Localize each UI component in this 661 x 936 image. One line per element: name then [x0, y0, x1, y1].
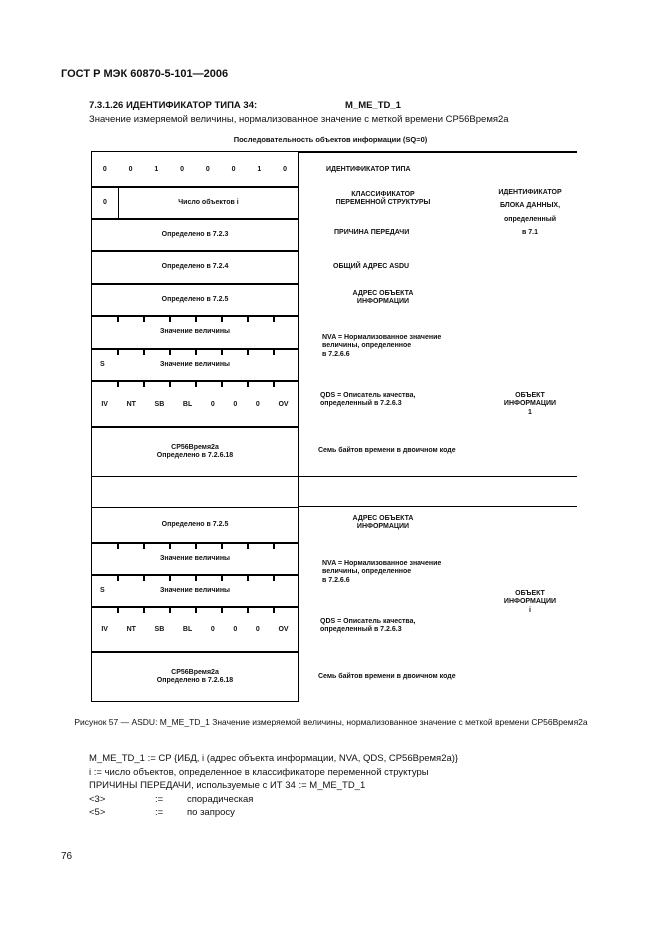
sign-bit-1: S	[100, 360, 105, 368]
body-line-1: M_ME_TD_1 := CP {ИБД, i (адрес объекта информации, NVA, QDS, CP56Время2а)}	[89, 753, 459, 764]
diagram-title: Последовательность объектов информации (SQ=0)	[233, 135, 428, 144]
qds-bit: NT	[126, 626, 136, 633]
cause-code: <3>	[89, 794, 106, 805]
value-text-ia: Значение величины	[159, 554, 231, 562]
type-id-row	[91, 151, 299, 187]
section-subtitle: Значение измеряемой величины, нормализованное значение с меткой времени СР56Время2а	[89, 114, 509, 125]
asdu-address-row	[91, 251, 299, 284]
qds-bit: IV	[101, 626, 108, 633]
vsq-label: КЛАССИФИКАТОР ПЕРЕМЕННОЙ СТРУКТУРЫ	[335, 191, 431, 207]
info-object-label-i: ОБЪЕКТ ИНФОРМАЦИИ i	[503, 590, 557, 614]
qds-bit: OV	[278, 626, 289, 633]
type-bit: 0	[102, 165, 107, 173]
time-row-1	[91, 427, 299, 477]
time-text-i: СР56Время2а Определено в 7.2.6.18	[156, 668, 234, 684]
qds-bit: SB	[154, 626, 165, 633]
mid-right-line-1	[299, 476, 577, 477]
value-row-ia	[91, 543, 299, 575]
nva-label-i: NVA = Нормализованное значение величины, определенное в 7.2.6.6	[322, 560, 442, 584]
sign-bit-i: S	[100, 586, 105, 594]
data-unit-id-label: ИДЕНТИФИКАТОР БЛОКА ДАННЫХ, определенный в 7.1	[498, 189, 562, 236]
standard-header: ГОСТ Р МЭК 60870-5-101—2006	[61, 68, 229, 80]
type-bit: 1	[154, 165, 159, 173]
section-code: M_ME_TD_1	[345, 100, 401, 111]
type-id-label: ИДЕНТИФИКАТОР ТИПА	[326, 166, 411, 173]
qds-bit: 0	[255, 400, 260, 408]
asdu-address-label: ОБЩИЙ АДРЕС ASDU	[333, 263, 410, 270]
value-text-ib: Значение величины	[159, 586, 231, 594]
vsq-sq-bit: 0	[92, 188, 119, 218]
qds-bit: NT	[126, 400, 136, 408]
time-row-i	[91, 652, 299, 702]
nva-label-1: NVA = Нормализованное значение величины, определенное в 7.2.6.6	[322, 334, 442, 358]
qds-row-1	[91, 381, 299, 427]
vsq-count-text: Число объектов i	[178, 198, 239, 206]
qds-bit: 0	[210, 626, 215, 633]
top-right-line	[299, 151, 577, 153]
type-bit: 0	[180, 165, 185, 173]
ioa-text-1: Определено в 7.2.5	[161, 295, 229, 303]
cot-label: ПРИЧИНА ПЕРЕДАЧИ	[334, 229, 410, 236]
value-row-1a	[91, 316, 299, 349]
type-bits	[92, 152, 298, 186]
qds-bit: BL	[182, 626, 193, 633]
type-bit: 1	[257, 165, 262, 173]
cause-op: :=	[155, 807, 164, 818]
ioa-label-1: АДРЕС ОБЪЕКТА ИНФОРМАЦИИ	[352, 290, 414, 306]
asdu-address-text: Определено в 7.2.4	[161, 263, 229, 271]
cause-code: <5>	[89, 807, 106, 818]
type-bit: 0	[205, 165, 210, 173]
qds-bit: BL	[182, 400, 193, 408]
figure-caption: Рисунок 57 — ASDU: M_ME_TD_1 Значение измеряемой величины, нормализованное значение с меткой времени СР56Время2а	[74, 717, 588, 727]
section-title: 7.3.1.26 ИДЕНТИФИКАТОР ТИПА 34:	[89, 100, 258, 111]
qds-bit: IV	[101, 400, 108, 408]
page-number: 76	[61, 851, 73, 862]
mid-right-line-2	[299, 506, 577, 507]
value-text-1b: Значение величины	[159, 360, 231, 368]
qds-label-1: QDS = Описатель качества, определенный в 7.2.6.3	[320, 392, 416, 408]
qds-label-i: QDS = Описатель качества, определенный в 7.2.6.3	[320, 618, 416, 634]
time-text-1: СР56Время2а Определено в 7.2.6.18	[156, 443, 234, 459]
type-bit: 0	[128, 165, 133, 173]
gap-row	[91, 477, 299, 507]
value-text-1a: Значение величины	[159, 328, 231, 336]
cot-row	[91, 219, 299, 251]
type-bit: 0	[283, 165, 288, 173]
qds-bit: SB	[154, 400, 165, 408]
body-line-3: ПРИЧИНЫ ПЕРЕДАЧИ, используемые с ИТ 34 := M_ME_TD_1	[89, 780, 366, 791]
qds-bit: 0	[233, 400, 238, 408]
qds-bit: 0	[210, 400, 215, 408]
ioa-row-1	[91, 284, 299, 316]
type-bit: 0	[231, 165, 236, 173]
body-line-2: i := число объектов, определенное в классификаторе переменной структуры	[89, 767, 429, 778]
cause-text: по запросу	[187, 807, 235, 818]
value-row-1b	[91, 349, 299, 381]
ioa-text-i: Определено в 7.2.5	[161, 520, 229, 528]
qds-row-i	[91, 607, 299, 652]
time-label-1: Семь байтов времени в двоичном коде	[318, 447, 456, 454]
ioa-label-i: АДРЕС ОБЪЕКТА ИНФОРМАЦИИ	[352, 515, 414, 531]
cot-text: Определено в 7.2.3	[161, 230, 229, 238]
value-row-ib	[91, 575, 299, 607]
cause-text: спорадическая	[187, 794, 254, 805]
qds-bit: 0	[255, 626, 260, 633]
qds-bit: 0	[233, 626, 238, 633]
info-object-label-1: ОБЪЕКТ ИНФОРМАЦИИ 1	[503, 392, 557, 416]
vsq-row	[91, 187, 299, 219]
qds-bit: OV	[278, 400, 289, 408]
cause-op: :=	[155, 794, 164, 805]
ioa-row-i	[91, 507, 299, 543]
time-label-i: Семь байтов времени в двоичном коде	[318, 673, 456, 680]
